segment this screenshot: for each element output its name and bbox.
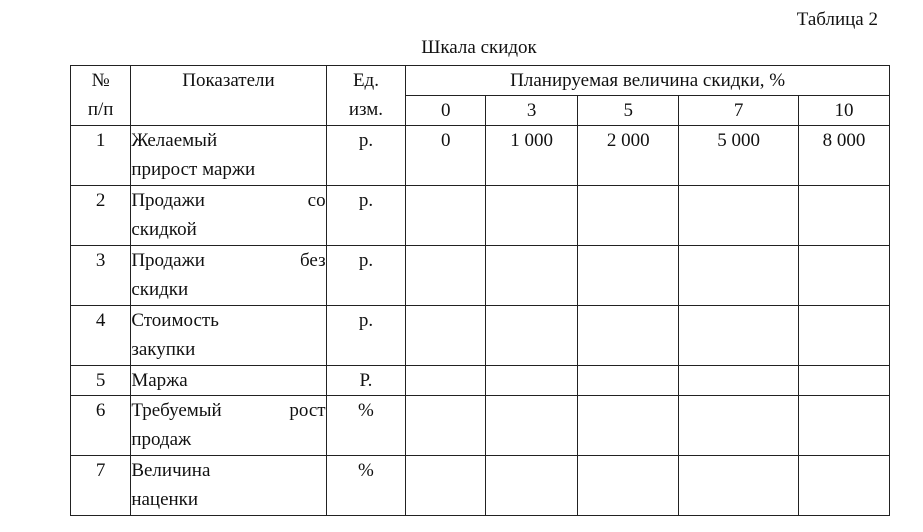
table-row	[71, 306, 890, 366]
indicator-line: Маржа	[131, 370, 188, 391]
value-cell	[486, 246, 578, 306]
value-cell	[406, 246, 486, 306]
header-unit-line2: изм.	[348, 99, 384, 120]
table-number-label: Таблица 2	[796, 9, 878, 30]
value-cell	[578, 396, 679, 456]
unit-cell: р.	[326, 246, 406, 306]
value-cell	[578, 366, 679, 396]
value-cell	[406, 186, 486, 246]
header-planned-discount: Планируемая величина скидки, %	[406, 66, 890, 96]
indicator-line: скидки	[131, 279, 189, 300]
table-row	[71, 366, 890, 396]
indicator-line: продаж	[131, 429, 192, 450]
indicator-line: Продажи со	[131, 190, 326, 211]
value-cell	[578, 186, 679, 246]
discount-level-cell: 3	[486, 96, 578, 126]
value-cell	[406, 396, 486, 456]
row-number-cell: 7	[71, 456, 131, 516]
value-cell	[486, 396, 578, 456]
indicator-cell	[131, 246, 326, 306]
indicator-cell	[131, 396, 326, 456]
value-cell: 1 000	[486, 126, 578, 186]
discount-level-cell: 5	[578, 96, 679, 126]
table-row	[71, 126, 890, 186]
value-cell	[679, 306, 799, 366]
value-cell	[486, 456, 578, 516]
value-cell	[798, 456, 889, 516]
indicator-line: скидкой	[131, 219, 197, 240]
row-number-cell: 4	[71, 306, 131, 366]
value-cell	[679, 246, 799, 306]
value-cell	[486, 186, 578, 246]
unit-cell: Р.	[326, 366, 406, 396]
indicator-line: Требуемый рост	[131, 400, 326, 421]
indicator-cell	[131, 126, 326, 186]
discount-level-cell: 10	[798, 96, 889, 126]
table-header-row	[71, 66, 890, 96]
unit-cell: р.	[326, 186, 406, 246]
header-indicators-cell: Показатели	[131, 66, 326, 126]
indicator-line: наценки	[131, 489, 199, 510]
header-number-symbol: №	[91, 70, 110, 91]
row-number-cell: 6	[71, 396, 131, 456]
value-cell	[798, 186, 889, 246]
unit-cell: %	[326, 396, 406, 456]
indicator-cell	[131, 366, 326, 396]
value-cell	[679, 456, 799, 516]
value-cell	[679, 186, 799, 246]
value-cell	[406, 306, 486, 366]
value-cell	[486, 366, 578, 396]
value-cell	[578, 246, 679, 306]
value-cell	[798, 246, 889, 306]
value-cell	[798, 396, 889, 456]
value-cell	[406, 456, 486, 516]
value-cell: 8 000	[798, 126, 889, 186]
value-cell	[798, 306, 889, 366]
header-number-abbrev: п/п	[87, 99, 114, 120]
indicator-line: прирост маржи	[131, 159, 256, 180]
table-row	[71, 246, 890, 306]
unit-cell: %	[326, 456, 406, 516]
value-cell	[486, 306, 578, 366]
value-cell	[679, 366, 799, 396]
value-cell	[578, 456, 679, 516]
indicator-line: закупки	[131, 339, 196, 360]
value-cell: 5 000	[679, 126, 799, 186]
unit-cell: р.	[326, 306, 406, 366]
discount-level-cell: 7	[679, 96, 799, 126]
indicator-line: Продажи без	[131, 250, 326, 271]
indicator-line: Величина	[131, 460, 211, 481]
row-number-cell: 3	[71, 246, 131, 306]
discount-level-cell: 0	[406, 96, 486, 126]
row-number-cell: 5	[71, 366, 131, 396]
table-row	[71, 396, 890, 456]
value-cell	[798, 366, 889, 396]
indicator-cell	[131, 456, 326, 516]
row-number-cell: 2	[71, 186, 131, 246]
indicator-cell	[131, 186, 326, 246]
value-cell: 2 000	[578, 126, 679, 186]
indicator-line: Стоимость	[131, 310, 219, 331]
table-row	[71, 456, 890, 516]
header-number-cell	[71, 66, 131, 126]
row-number-cell: 1	[71, 126, 131, 186]
discount-scale-table	[70, 65, 890, 516]
value-cell	[406, 366, 486, 396]
indicator-cell	[131, 306, 326, 366]
table-title: Шкала скидок	[421, 37, 537, 58]
header-unit-cell	[326, 66, 406, 126]
value-cell	[679, 396, 799, 456]
indicator-line: Желаемый	[131, 130, 218, 151]
unit-cell: р.	[326, 126, 406, 186]
header-unit-line1: Ед.	[352, 70, 379, 91]
value-cell	[578, 306, 679, 366]
value-cell: 0	[406, 126, 486, 186]
table-row	[71, 186, 890, 246]
